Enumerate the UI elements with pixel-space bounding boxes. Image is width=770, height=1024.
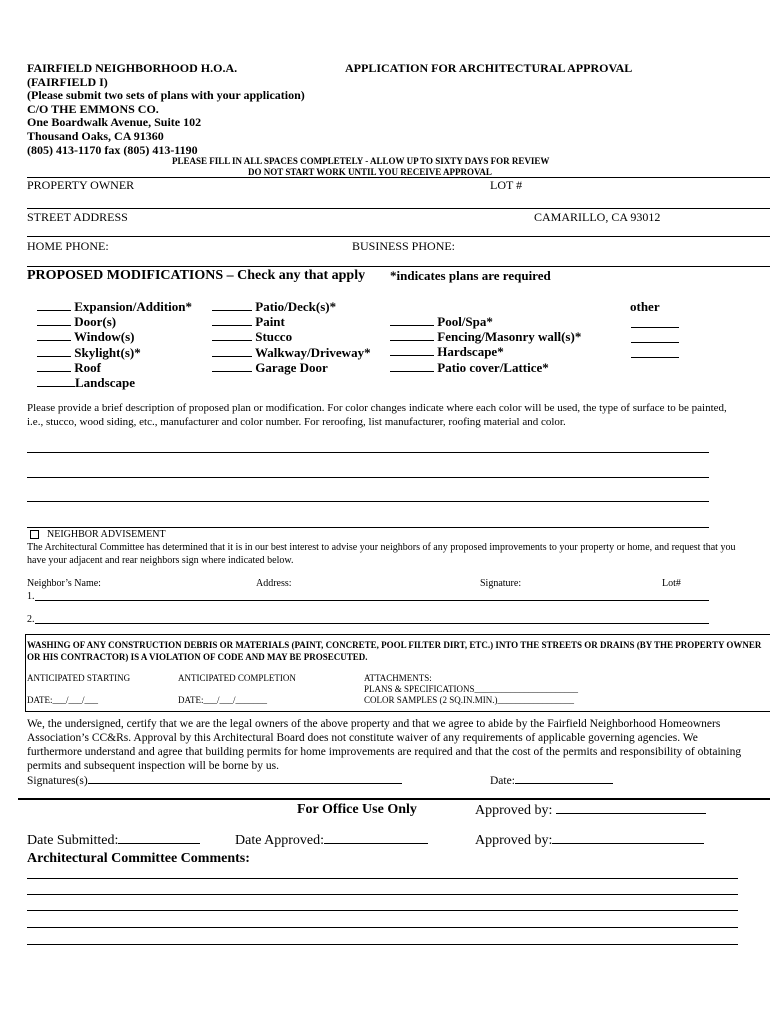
phone-field[interactable] xyxy=(27,266,770,267)
date-approved: Date Approved: xyxy=(235,832,428,849)
approved-by-2: Approved by: xyxy=(475,832,704,849)
approved-by-1: Approved by: xyxy=(475,802,706,819)
neighbor-lot-header: Lot# xyxy=(662,578,681,589)
date-submitted: Date Submitted: xyxy=(27,832,200,849)
signatures-field[interactable] xyxy=(88,772,402,784)
neighbor-title: NEIGHBOR ADVISEMENT xyxy=(30,529,166,540)
mod-item[interactable]: Roof xyxy=(37,360,192,375)
street-address-label: STREET ADDRESS xyxy=(27,210,128,224)
home-phone-label: HOME PHONE: xyxy=(27,239,109,253)
mod-item[interactable]: Hardscape* xyxy=(390,344,581,359)
date-start-field[interactable]: DATE:___/___/___ xyxy=(27,695,98,705)
mod-item[interactable]: Expansion/Addition* xyxy=(37,299,192,314)
city-label: CAMARILLO, CA 93012 xyxy=(534,210,661,224)
org-name: FAIRFIELD NEIGHBORHOOD H.O.A. xyxy=(27,61,238,75)
mod-item[interactable]: Garage Door xyxy=(212,360,371,375)
city-line: Thousand Oaks, CA 91360 xyxy=(27,128,164,143)
signatures-label: Signatures(s) xyxy=(27,772,402,787)
anticipated-completion-label: ANTICIPATED COMPLETION xyxy=(178,673,296,683)
notice-start: DO NOT START WORK UNTIL YOU RECEIVE APPROVAL xyxy=(248,167,492,177)
comments-line-4[interactable] xyxy=(27,927,738,928)
submit-note: (Please submit two sets of plans with your application) xyxy=(27,88,305,103)
phone-line: (805) 413-1170 fax (805) 413-1190 xyxy=(27,142,198,157)
neighbor-line-1[interactable] xyxy=(35,600,709,601)
org-sub: (FAIRFIELD I) xyxy=(27,74,108,89)
approved-by-2-field[interactable] xyxy=(552,832,704,844)
mod-item[interactable]: Stucco xyxy=(212,329,371,344)
neighbor-text: The Architectural Committee has determined that it is in our best interest to advise your neighbors of any proposed improvements to your property or home, and request that you have your adjacent and rear neighbors sign where indicated below. xyxy=(27,542,736,566)
mod-col-2 xyxy=(212,299,371,375)
date-submitted-field[interactable] xyxy=(118,832,200,844)
mod-item[interactable]: Window(s) xyxy=(37,329,192,344)
street-address-field[interactable] xyxy=(27,236,770,237)
neighbor-address-header: Address: xyxy=(256,578,292,589)
mod-item[interactable]: Fencing/Masonry wall(s)* xyxy=(390,329,581,344)
comments-line-1[interactable] xyxy=(27,878,738,879)
neighbor-signature-header: Signature: xyxy=(480,578,522,589)
approved-by-1-field[interactable] xyxy=(556,802,706,814)
anticipated-starting-label: ANTICIPATED STARTING xyxy=(27,673,131,683)
mod-item[interactable]: Patio/Deck(s)* xyxy=(212,299,371,314)
office-use-title: For Office Use Only xyxy=(297,802,417,817)
comments-line-2[interactable] xyxy=(27,894,738,895)
mod-item[interactable]: Pool/Spa* xyxy=(390,314,581,329)
attachments-label: ATTACHMENTS: xyxy=(364,673,432,683)
comments-line-3[interactable] xyxy=(27,910,738,911)
other-label: other xyxy=(630,299,660,314)
neighbor-name-header: Neighbor’s Name: xyxy=(27,578,101,589)
comments-line-5[interactable] xyxy=(27,944,738,945)
plans-specs-field[interactable]: PLANS & SPECIFICATIONS_______________________ xyxy=(364,684,579,694)
lot-label: LOT # xyxy=(490,178,523,192)
mod-item[interactable]: Door(s) xyxy=(37,314,192,329)
description-line-1[interactable] xyxy=(27,452,709,453)
mod-col-1 xyxy=(37,299,192,390)
notice-review: PLEASE FILL IN ALL SPACES COMPLETELY - ALLOW UP TO SIXTY DAYS FOR REVIEW xyxy=(172,156,550,166)
care-of: C/O THE EMMONS CO. xyxy=(27,101,159,116)
mod-item[interactable]: Landscape xyxy=(37,375,192,390)
neighbor-row-1: 1. xyxy=(27,591,35,602)
neighbor-row-2: 2. xyxy=(27,614,35,625)
warning-text: WASHING OF ANY CONSTRUCTION DEBRIS OR MATERIALS (PAINT, CONCRETE, POOL FILTER DIRT, ETC.) INTO THE STREETS OR DRAINS (BY THE PROPERTY OWNER OR HIS CONTRACTOR) IS A VIOLATION OF CODE AND MAY BE PROSECUTED. xyxy=(27,640,762,662)
mod-item[interactable]: Walkway/Driveway* xyxy=(212,345,371,360)
mod-item[interactable]: Skylight(s)* xyxy=(37,345,192,360)
committee-comments-label: Architectural Committee Comments: xyxy=(27,851,250,866)
mod-item[interactable]: Paint xyxy=(212,314,371,329)
date-approved-field[interactable] xyxy=(324,832,428,844)
business-phone-label: BUSINESS PHONE: xyxy=(352,239,456,253)
org-block xyxy=(27,62,305,157)
color-samples-field[interactable]: COLOR SAMPLES (2 SQ.IN.MIN.)_________________ xyxy=(364,695,575,705)
certify-date-field[interactable] xyxy=(515,772,613,784)
neighbor-line-2[interactable] xyxy=(35,623,709,624)
description-line-4[interactable] xyxy=(27,527,709,528)
address-line: One Boardwalk Avenue, Suite 102 xyxy=(27,115,202,130)
other-lines[interactable] xyxy=(631,316,679,362)
neighbor-checkbox[interactable] xyxy=(30,530,39,539)
certify-date-label: Date: xyxy=(490,772,613,787)
mod-col-3 xyxy=(390,314,581,375)
description-line-2[interactable] xyxy=(27,477,709,478)
modifications-heading: PROPOSED MODIFICATIONS – Check any that apply xyxy=(27,268,366,283)
description-text: Please provide a brief description of proposed plan or modification. For color changes indicate where each color will be used, the type of surface to be painted, i.e., stucco, wood siding, etc., manufacturer and color number. For reroofing, list manufacturer, roofing material and color. xyxy=(27,402,727,428)
page-title: APPLICATION FOR ARCHITECTURAL APPROVAL xyxy=(345,61,633,75)
mod-item[interactable]: Patio cover/Lattice* xyxy=(390,360,581,375)
property-owner-label: PROPERTY OWNER xyxy=(27,178,135,192)
description-line-3[interactable] xyxy=(27,501,709,502)
property-owner-field[interactable] xyxy=(27,208,770,209)
certify-text: We, the undersigned, certify that we are the legal owners of the above property and that we agree to abide by the Fairfield Neighborhood Homeowners Association’s CC&Rs. Approval by this Architectural Board does not constitute waiver of any requirements of applicable governing agencies. We furthermore understand and agree that building permits for home improvements are required and that the cost of the permits and responsibility of obtaining permits and subsequent inspection will be borne by us. xyxy=(27,718,742,772)
date-complete-field[interactable]: DATE:___/___/_______ xyxy=(178,695,267,705)
modifications-note: *indicates plans are required xyxy=(390,268,551,283)
